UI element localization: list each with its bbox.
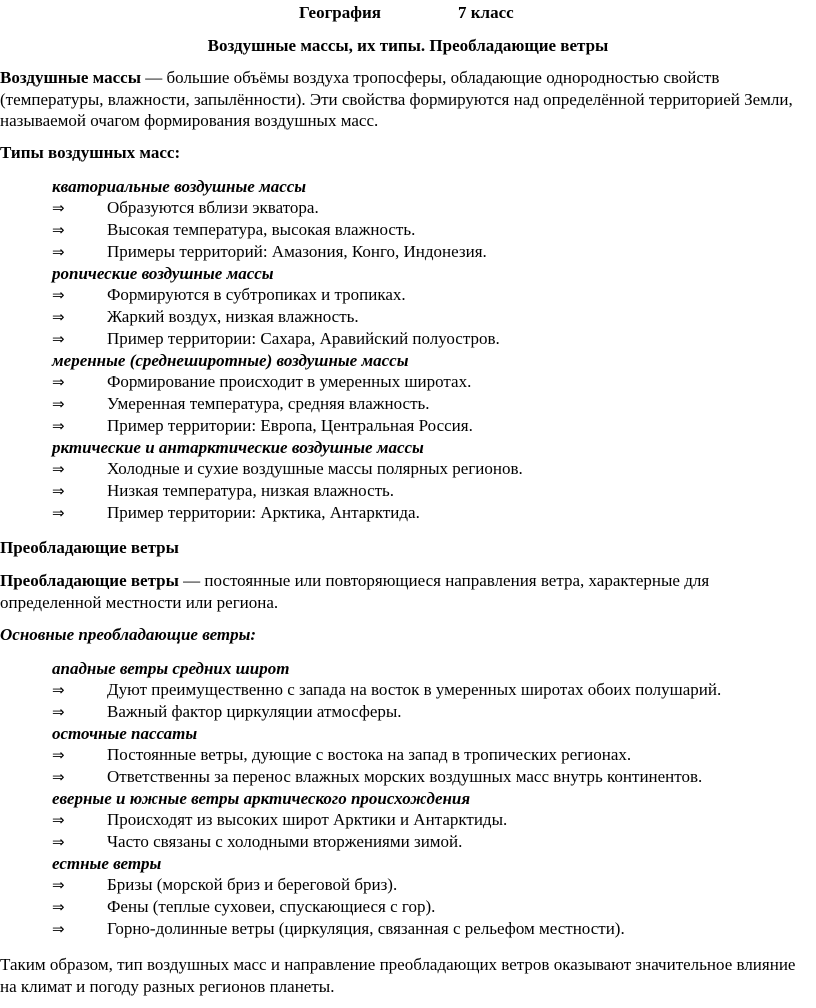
- list-item-text: Важный фактор циркуляции атмосферы.: [107, 702, 402, 721]
- list-item-text: Ответственны за перенос влажных морских воздушных масс внутрь континентов.: [107, 767, 703, 786]
- section-title: ропические воздушные массы: [52, 264, 274, 283]
- arrow-icon: ⇒: [52, 308, 65, 326]
- list-item-text: Низкая температура, низкая влажность.: [107, 481, 395, 500]
- arrow-icon: ⇒: [52, 199, 65, 217]
- conclusion: Таким образом, тип воздушных масс и направление преобладающих ветров оказывают значительное влияние на климат и погоду разных регионов планеты.: [0, 955, 796, 996]
- list-item-text: Горно-долинные ветры (циркуляция, связанная с рельефом местности).: [107, 919, 625, 938]
- types-heading: Типы воздушных масс:: [0, 143, 181, 162]
- winds-heading: Преобладающие ветры: [0, 538, 179, 557]
- list-item-text: Умеренная температура, средняя влажность.: [107, 394, 430, 413]
- arrow-icon: ⇒: [52, 373, 65, 391]
- main-winds-heading: Основные преобладающие ветры:: [0, 625, 257, 644]
- list-item-text: Холодные и сухие воздушные массы полярных регионов.: [107, 459, 523, 478]
- arrow-icon: ⇒: [52, 811, 65, 829]
- list-item-text: Пример территории: Сахара, Аравийский полуостров.: [107, 329, 500, 348]
- arrow-icon: ⇒: [52, 395, 65, 413]
- air-mass-definition: [0, 67, 800, 132]
- list-item-text: Постоянные ветры, дующие с востока на запад в тропических регионах.: [107, 745, 632, 764]
- definition-term: Воздушные массы: [0, 68, 142, 87]
- list-item-text: Бризы (морской бриз и береговой бриз).: [107, 875, 398, 894]
- subject-label: География: [299, 3, 381, 22]
- section-title: осточные пассаты: [52, 724, 198, 743]
- list-item-text: Жаркий воздух, низкая влажность.: [107, 307, 359, 326]
- arrow-icon: ⇒: [52, 703, 65, 721]
- section-title: рктические и антарктические воздушные массы: [52, 438, 424, 457]
- list-item-text: Формируются в субтропиках и тропиках.: [107, 285, 406, 304]
- arrow-icon: ⇒: [52, 746, 65, 764]
- arrow-icon: ⇒: [52, 920, 65, 938]
- arrow-icon: ⇒: [52, 898, 65, 916]
- list-item-text: Фены (теплые суховеи, спускающиеся с гор).: [107, 897, 436, 916]
- section-title: естные ветры: [52, 854, 162, 873]
- list-item-text: Примеры территорий: Амазония, Конго, Индонезия.: [107, 242, 487, 261]
- list-item-text: Формирование происходит в умеренных широтах.: [107, 372, 472, 391]
- list-item-text: Дуют преимущественно с запада на восток в умеренных широтах обоих полушарий.: [107, 680, 722, 699]
- winds-definition-text: — постоянные или повторяющиеся направления ветра, характерные для определенной местности или региона.: [0, 571, 710, 612]
- arrow-icon: ⇒: [52, 833, 65, 851]
- arrow-icon: ⇒: [52, 243, 65, 261]
- arrow-icon: ⇒: [52, 460, 65, 478]
- list-item-text: Пример территории: Арктика, Антарктида.: [107, 503, 420, 522]
- arrow-icon: ⇒: [52, 221, 65, 239]
- list-item-text: Пример территории: Европа, Центральная Россия.: [107, 416, 473, 435]
- list-item-text: Часто связаны с холодными вторжениями зимой.: [107, 832, 463, 851]
- winds-definition: [0, 570, 800, 613]
- winds-definition-term: Преобладающие ветры: [0, 571, 179, 590]
- list-item-text: Образуются вблизи экватора.: [107, 198, 319, 217]
- arrow-icon: ⇒: [52, 482, 65, 500]
- arrow-icon: ⇒: [52, 876, 65, 894]
- definition-text: — большие объёмы воздуха тропосферы, обладающие однородностью свойств (температуры, влажности, запылённости). Эти свойства формируются над определённой территорией Земли, называемой очагом формирования воздушных масс.: [0, 68, 793, 130]
- section-title: ападные ветры средних широт: [52, 659, 290, 678]
- arrow-icon: ⇒: [52, 330, 65, 348]
- arrow-icon: ⇒: [52, 417, 65, 435]
- section-title: кваториальные воздушные массы: [52, 177, 307, 196]
- arrow-icon: ⇒: [52, 504, 65, 522]
- grade-label: 7 класс: [458, 3, 514, 22]
- list-item-text: Происходят из высоких широт Арктики и Антарктиды.: [107, 810, 508, 829]
- section-title: еверные и южные ветры арктического происхождения: [52, 789, 471, 808]
- arrow-icon: ⇒: [52, 286, 65, 304]
- list-item-text: Высокая температура, высокая влажность.: [107, 220, 416, 239]
- arrow-icon: ⇒: [52, 768, 65, 786]
- page-title: Воздушные массы, их типы. Преобладающие ветры: [207, 36, 609, 55]
- arrow-icon: ⇒: [52, 681, 65, 699]
- section-title: меренные (среднеширотные) воздушные массы: [52, 351, 409, 370]
